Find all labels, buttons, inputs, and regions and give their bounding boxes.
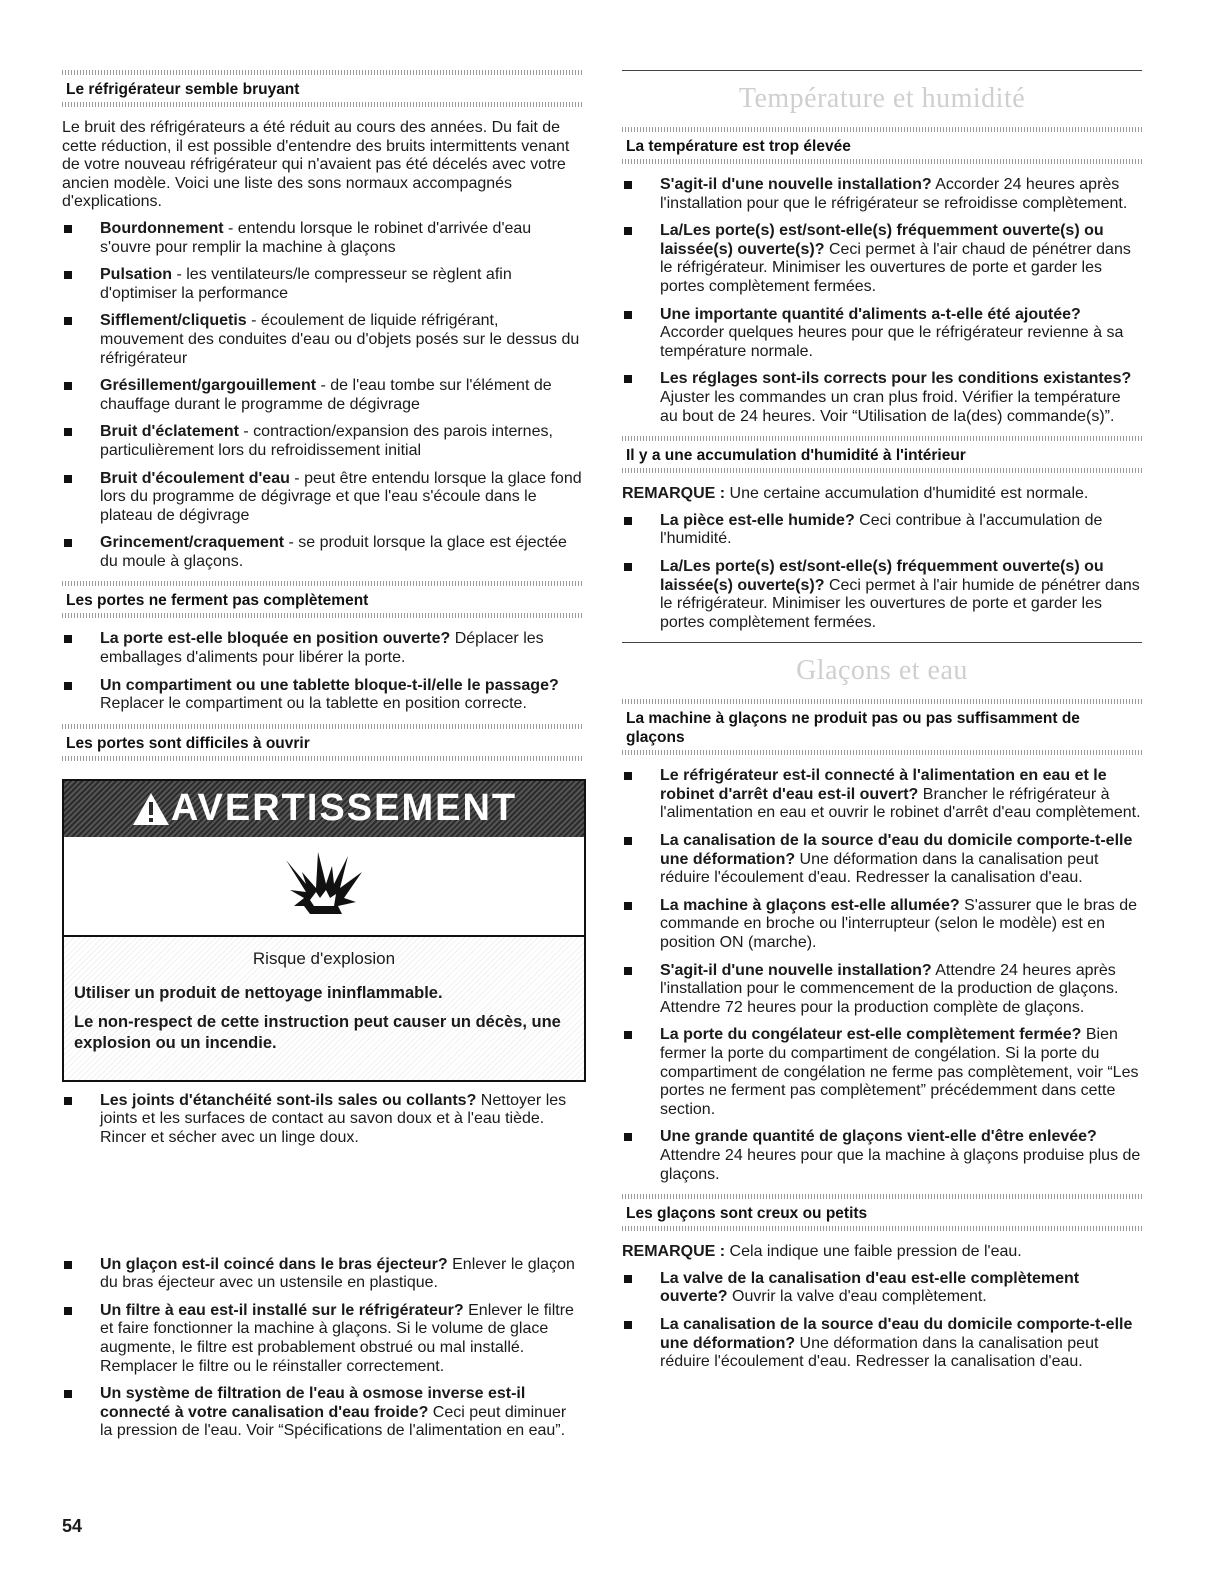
ice-not-enough-heading: La machine à glaçons ne produit pas ou pas suffisamment de glaçons bbox=[626, 710, 1080, 747]
list-item: Grésillement/gargouillement - de l'eau tombe sur l'élément de chauffage durant le programme de dégivrage bbox=[62, 377, 582, 414]
ice-hollow-heading: Les glaçons sont creux ou petits bbox=[626, 1205, 868, 1223]
list-item: Un filtre à eau est-il installé sur le réfrigérateur? Enlever le filtre et faire fonctionner la machine à glaçons. Si le volume de glace augmente, le filtre est probablement obstrué ou mal installé. Remplacer le filtre ou le réinstaller correctement. bbox=[62, 1302, 582, 1376]
list-item: La valve de la canalisation d'eau est-elle complètement ouverte? Ouvrir la valve d'eau complètement. bbox=[622, 1270, 1142, 1307]
doors-not-close-heading: Les portes ne ferment pas complètement bbox=[66, 592, 369, 610]
ice-section-title-bar bbox=[622, 642, 1142, 699]
list-item: Le réfrigérateur est-il connecté à l'alimentation en eau et le robinet d'arrêt d'eau est-il ouvert? Brancher le réfrigérateur à l'alimentation en eau et ouvrir le robinet d'arrêt d'eau complètement. bbox=[622, 767, 1142, 823]
warning-instruction-1: Utiliser un produit de nettoyage ininflammable. bbox=[74, 983, 443, 1002]
warning-hazard: Risque d'explosion bbox=[252, 948, 396, 968]
noisy-heading-bar bbox=[62, 70, 582, 107]
warning-title: AVERTISSEMENT bbox=[170, 787, 518, 830]
list-item: Un système de filtration de l'eau à osmose inverse est-il connecté à votre canalisation d'eau froide? Ceci peut diminuer la pression de l'eau. Voir “Spécifications de l'alimentation en eau”. bbox=[62, 1385, 582, 1441]
temp-high-list bbox=[622, 176, 1142, 426]
left-column bbox=[62, 70, 582, 1451]
list-item: S'agit-il d'une nouvelle installation? Attendre 24 heures après l'installation pour le commencement de la production de glaçons. Attendre 72 heures pour la production complète de glaçons. bbox=[622, 962, 1142, 1018]
list-item: La porte du congélateur est-elle complètement fermée? Bien fermer la porte du compartiment de congélation. Si la porte du compartiment de congélation ne ferme pas complètement, voir “Les portes ne ferment pas complètement” précédemment dans cette section. bbox=[622, 1026, 1142, 1119]
ice-hollow-heading-bar bbox=[622, 1194, 1142, 1231]
list-item: La/Les porte(s) est/sont-elle(s) fréquemment ouverte(s) ou laissée(s) ouverte(s)? Ceci permet à l'air chaud de pénétrer dans le réfrigérateur. Minimiser les ouvertures de porte et garder les portes complètement fermées. bbox=[622, 222, 1142, 296]
page-number: 54 bbox=[62, 1516, 83, 1536]
ice-hollow-list bbox=[622, 1270, 1142, 1372]
list-item: Les joints d'étanchéité sont-ils sales ou collants? Nettoyer les joints et les surfaces de contact au savon doux et à l'eau tiède. Rincer et sécher avec un linge doux. bbox=[62, 1092, 582, 1148]
explosion-icon-area bbox=[64, 837, 584, 937]
gaskets-list bbox=[62, 1092, 582, 1148]
moisture-heading: Il y a une accumulation d'humidité à l'intérieur bbox=[626, 447, 966, 465]
list-item: Une grande quantité de glaçons vient-elle d'être enlevée? Attendre 24 heures pour que la machine à glaçons produise plus de glaçons. bbox=[622, 1128, 1142, 1184]
moisture-heading-bar bbox=[622, 436, 1142, 473]
ice-hollow-note: REMARQUE : Cela indique une faible pression de l'eau. bbox=[622, 1243, 1022, 1261]
ice-misc-list bbox=[62, 1256, 582, 1441]
list-item: La canalisation de la source d'eau du domicile comporte-t-elle une déformation? Une déformation dans la canalisation peut réduire l'écoulement d'eau. Redresser la canalisation d'eau. bbox=[622, 832, 1142, 888]
list-item: Un compartiment ou une tablette bloque-t-il/elle le passage? Replacer le compartiment ou la tablette en position correcte. bbox=[62, 677, 582, 714]
list-item: La canalisation de la source d'eau du domicile comporte-t-elle une déformation? Une déformation dans la canalisation peut réduire l'écoulement d'eau. Redresser la canalisation d'eau. bbox=[622, 1316, 1142, 1372]
warning-box bbox=[62, 779, 586, 1082]
list-item: La porte est-elle bloquée en position ouverte? Déplacer les emballages d'aliments pour libérer la porte. bbox=[62, 630, 582, 667]
list-item: La/Les porte(s) est/sont-elle(s) fréquemment ouverte(s) ou laissée(s) ouverte(s)? Ceci permet à l'air humide de pénétrer dans le réfrigérateur. Minimiser les ouvertures de porte et garder les portes complètement fermées. bbox=[622, 558, 1142, 632]
noisy-intro: Le bruit des réfrigérateurs a été réduit au cours des années. Du fait de cette réduction, il est possible d'entendre des bruits intermittents venant de votre nouveau réfrigérateur qui n'avaient pas été décelés avec votre ancien modèle. Voici une liste des sons normaux accompagnés d'explications. bbox=[62, 119, 570, 211]
warning-body bbox=[64, 937, 584, 1080]
list-item: Une importante quantité d'aliments a-t-elle été ajoutée? Accorder quelques heures pour que le réfrigérateur revienne à sa température normale. bbox=[622, 306, 1142, 362]
explosion-icon bbox=[282, 844, 366, 928]
list-item: Bourdonnement - entendu lorsque le robinet d'arrivée d'eau s'ouvre pour remplir la machine à glaçons bbox=[62, 220, 582, 257]
doors-hard-heading-bar bbox=[62, 724, 582, 761]
doors-not-close-heading-bar bbox=[62, 581, 582, 618]
warning-header bbox=[64, 781, 584, 837]
noisy-list bbox=[62, 220, 582, 572]
list-item: Sifflement/cliquetis - écoulement de liquide réfrigérant, mouvement des conduites d'eau ou d'objets posés sur le dessus du réfrigérateur bbox=[62, 312, 582, 368]
list-item: Les réglages sont-ils corrects pour les conditions existantes? Ajuster les commandes un cran plus froid. Vérifier la température au bout de 24 heures. Voir “Utilisation de la(des) commande(s)”. bbox=[622, 370, 1142, 426]
list-item: Bruit d'éclatement - contraction/expansion des parois internes, particulièrement lors du refroidissement initial bbox=[62, 423, 582, 460]
list-item: La machine à glaçons est-elle allumée? S'assurer que le bras de commande en broche ou l'interrupteur (selon le modèle) est en position ON (marche). bbox=[622, 897, 1142, 953]
list-item: Grincement/craquement - se produit lorsque la glace est éjectée du moule à glaçons. bbox=[62, 534, 582, 571]
temp-section-title: Température et humidité bbox=[738, 83, 1026, 114]
column-spacer bbox=[62, 1158, 582, 1256]
doors-not-close-list bbox=[62, 630, 582, 713]
noisy-heading: Le réfrigérateur semble bruyant bbox=[66, 81, 300, 98]
list-item: La pièce est-elle humide? Ceci contribue à l'accumulation de l'humidité. bbox=[622, 512, 1142, 549]
list-item: Pulsation - les ventilateurs/le compresseur se règlent afin d'optimiser la performance bbox=[62, 266, 582, 303]
ice-not-enough-heading-bar bbox=[622, 699, 1142, 755]
moisture-note: REMARQUE : Une certaine accumulation d'humidité est normale. bbox=[622, 485, 1089, 503]
moisture-list bbox=[622, 512, 1142, 633]
ice-section-title: Glaçons et eau bbox=[796, 655, 968, 687]
temp-section-title-bar bbox=[622, 70, 1142, 127]
right-column bbox=[622, 70, 1142, 1382]
temp-high-heading-bar bbox=[622, 127, 1142, 164]
ice-not-enough-list bbox=[622, 767, 1142, 1184]
warning-triangle-icon bbox=[131, 791, 171, 827]
temp-high-heading: La température est trop élevée bbox=[626, 138, 851, 155]
list-item: Un glaçon est-il coincé dans le bras éjecteur? Enlever le glaçon du bras éjecteur avec un ustensile en plastique. bbox=[62, 1256, 582, 1293]
warning-instruction-2: Le non-respect de cette instruction peut causer un décès, une explosion ou un incendie. bbox=[74, 1012, 561, 1052]
list-item: S'agit-il d'une nouvelle installation? Accorder 24 heures après l'installation pour que le réfrigérateur se refroidisse complètement. bbox=[622, 176, 1142, 213]
list-item: Bruit d'écoulement d'eau - peut être entendu lorsque la glace fond lors du programme de dégivrage et que l'eau s'écoule dans le plateau de dégivrage bbox=[62, 470, 582, 526]
doors-hard-heading: Les portes sont difficiles à ouvrir bbox=[66, 734, 310, 752]
